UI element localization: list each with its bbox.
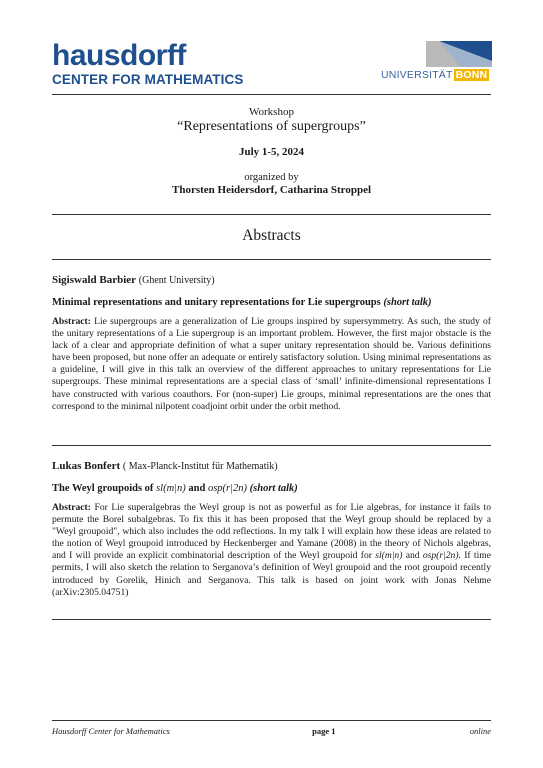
abstract-and: and [405, 550, 420, 562]
rule-below-abstracts [52, 259, 491, 260]
talk-title-text: Minimal representations and unitary representations for Lie supergroups [52, 297, 381, 308]
speaker-name: Sigiswald Barbier [52, 274, 137, 286]
rule-header [52, 94, 491, 95]
talk-title-2 [52, 483, 491, 494]
speaker-name: Lukas Bonfert [52, 460, 121, 472]
abstract-1 [52, 316, 491, 413]
abstract-text: Lie supergroups are a generalization of Lie groups inspired by supersymmetry. As such, the study of the unitary representations of a Lie supergroup is an important problem. However, the first major obstacle is the lack of a clear and appropriate definition of what a super unitary representation should be. Various definitions have been proposed, but none offer an adequate or entirely satisfactory solution. Using minimal representations as a guideline, I will give in this talk an overview of the different approaches to unitary representations for Lie supergroups. These minimal representations are a special class of ‘small’ infinite-dimensional representations I have constructed with various coauthors. For (non-super) Lie groups, minimal representations are the ones that correspond to the minimal nilpotent coadjoint orbit under the orbit method. [52, 316, 491, 412]
talk-title-1 [52, 297, 491, 308]
rule-between-talks [52, 445, 491, 446]
organizers: Thorsten Heidersdorf, Catharina Stroppel [171, 184, 372, 196]
speaker-line-1 [52, 274, 215, 286]
talk-title-prefix: The Weyl groupoids of [52, 483, 154, 494]
bonn-universitaet: UNIVERSITÄT [381, 69, 453, 81]
workshop-title: “Representations of supergroups” [177, 119, 366, 134]
logo-wordmark: hausdorff [52, 39, 186, 72]
workshop-label: Workshop [249, 106, 294, 118]
footer-institution: Hausdorff Center for Mathematics [52, 726, 170, 736]
abstract-label: Abstract: [52, 316, 91, 327]
hausdorff-logo [52, 41, 243, 87]
section-title: Abstracts [242, 227, 301, 244]
footer [52, 726, 491, 736]
talk-title-math-sl: sl(m|n) [156, 483, 186, 494]
abstract-2 [52, 502, 491, 599]
speaker-line-2 [52, 460, 278, 472]
abstract-label: Abstract: [52, 502, 91, 513]
organized-by-label: organized by [244, 172, 299, 183]
rule-footer [52, 720, 491, 721]
talk-title-and: and [188, 483, 206, 494]
rule-above-abstracts [52, 214, 491, 215]
rule-end-talks [52, 619, 491, 620]
logo-subtitle: CENTER FOR MATHEMATICS [52, 72, 244, 87]
bonn-box: BONN [455, 69, 488, 81]
workshop-dates: July 1-5, 2024 [238, 146, 305, 158]
footer-online: online [469, 726, 491, 736]
speaker-affiliation: ( Max-Planck-Institut für Mathematik) [122, 461, 278, 472]
speaker-affiliation: (Ghent University) [138, 275, 215, 286]
abstract-math-sl: sl(m|n) [375, 550, 403, 562]
talk-tag: (short talk) [383, 297, 432, 308]
talk-tag: (short talk) [249, 483, 298, 494]
footer-page-number: page 1 [312, 726, 336, 736]
bonn-wordmark [381, 69, 489, 81]
abstract-text-part1: For Lie superalgebras the Weyl group is not as powerful as for Lie algebras, for instance it fails to permute the Borel subalgebras. To fix this it has been proposed that the Weyl group should be replaced by a "Weyl groupoid", which also includes the odd reflections. In my talk I will explain how these ideas are related to the notion of Weyl groupoid introduced by Heckenberger and Yamane (2008) in the theory of Nichols algebras, and I will provide an explicit combinatorial description of the Weyl groupoid for [52, 502, 491, 562]
talk-title-math-osp: osp(r|2n) [207, 483, 248, 494]
abstract-math-osp: osp(r|2n). [422, 550, 461, 562]
abstract-text-part2: If time permits, I will also sketch the relation to Serganova’s definition of Weyl groupoid and the root groupoid recently introduced by Gorelik, Hinich and Serganova. This talk is based on joint work with Jonas Nehme (arXiv:2305.04751) [52, 550, 491, 598]
